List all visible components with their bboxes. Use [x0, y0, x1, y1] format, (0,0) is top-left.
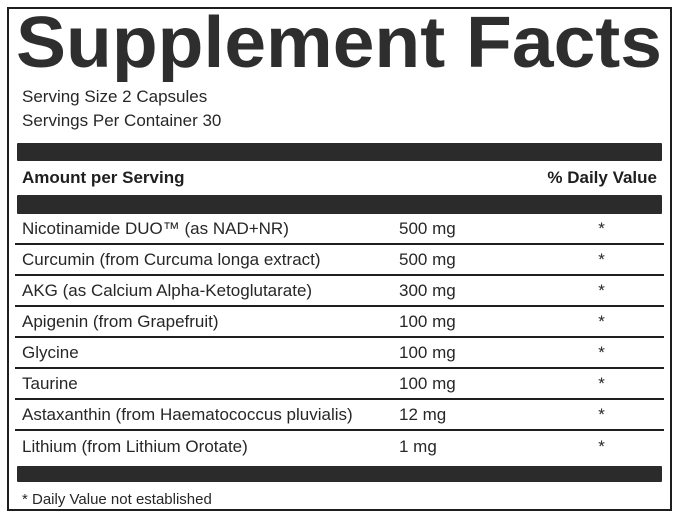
ingredient-daily-value: * [598, 311, 605, 331]
ingredient-amount: 500 mg [399, 249, 456, 269]
ingredient-row [15, 307, 664, 338]
ingredient-row [15, 214, 664, 245]
ingredient-name: Nicotinamide DUO™ (as NAD+NR) [22, 218, 289, 238]
ingredient-daily-value: * [598, 342, 605, 362]
ingredient-daily-value: * [598, 280, 605, 300]
ingredient-row [15, 400, 664, 431]
panel-title-graphic [16, 13, 666, 85]
divider-bar-bottom [17, 466, 662, 482]
supplement-facts-panel [7, 7, 672, 511]
serving-info [15, 85, 664, 133]
ingredient-amount: 100 mg [399, 311, 456, 331]
ingredient-rows [15, 214, 664, 462]
ingredient-daily-value: * [598, 373, 605, 393]
ingredient-daily-value: * [598, 404, 605, 424]
ingredient-row [15, 245, 664, 276]
ingredient-row [15, 431, 664, 462]
daily-value-header: % Daily Value [547, 168, 657, 187]
ingredient-daily-value: * [598, 249, 605, 269]
column-header-row [15, 161, 664, 195]
ingredient-row [15, 338, 664, 369]
ingredient-name: Taurine [22, 373, 78, 393]
ingredient-amount: 12 mg [399, 404, 447, 424]
ingredient-amount: 100 mg [399, 373, 456, 393]
ingredient-name: Astaxanthin (from Haematococcus pluvialis) [22, 404, 353, 424]
ingredient-amount: 300 mg [399, 280, 456, 300]
serving-size-text: Serving Size 2 Capsules [22, 87, 208, 106]
ingredient-daily-value: * [598, 218, 605, 238]
ingredient-amount: 1 mg [399, 436, 437, 456]
amount-per-serving-header: Amount per Serving [22, 168, 185, 187]
ingredient-name: Lithium (from Lithium Orotate) [22, 436, 248, 456]
ingredient-row [15, 369, 664, 400]
servings-per-container-text: Servings Per Container 30 [22, 111, 222, 130]
panel-title: Supplement Facts [16, 13, 663, 83]
ingredient-name: Glycine [22, 342, 79, 362]
footnote-text: * Daily Value not established [22, 491, 212, 508]
ingredient-name: Curcumin (from Curcuma longa extract) [22, 249, 321, 269]
ingredient-name: Apigenin (from Grapefruit) [22, 311, 219, 331]
ingredient-daily-value: * [598, 436, 605, 456]
divider-bar-top [17, 143, 662, 161]
ingredient-name: AKG (as Calcium Alpha-Ketoglutarate) [22, 280, 313, 300]
ingredient-amount: 500 mg [399, 218, 456, 238]
ingredient-row [15, 276, 664, 307]
ingredient-amount: 100 mg [399, 342, 456, 362]
divider-bar-header [17, 195, 662, 214]
